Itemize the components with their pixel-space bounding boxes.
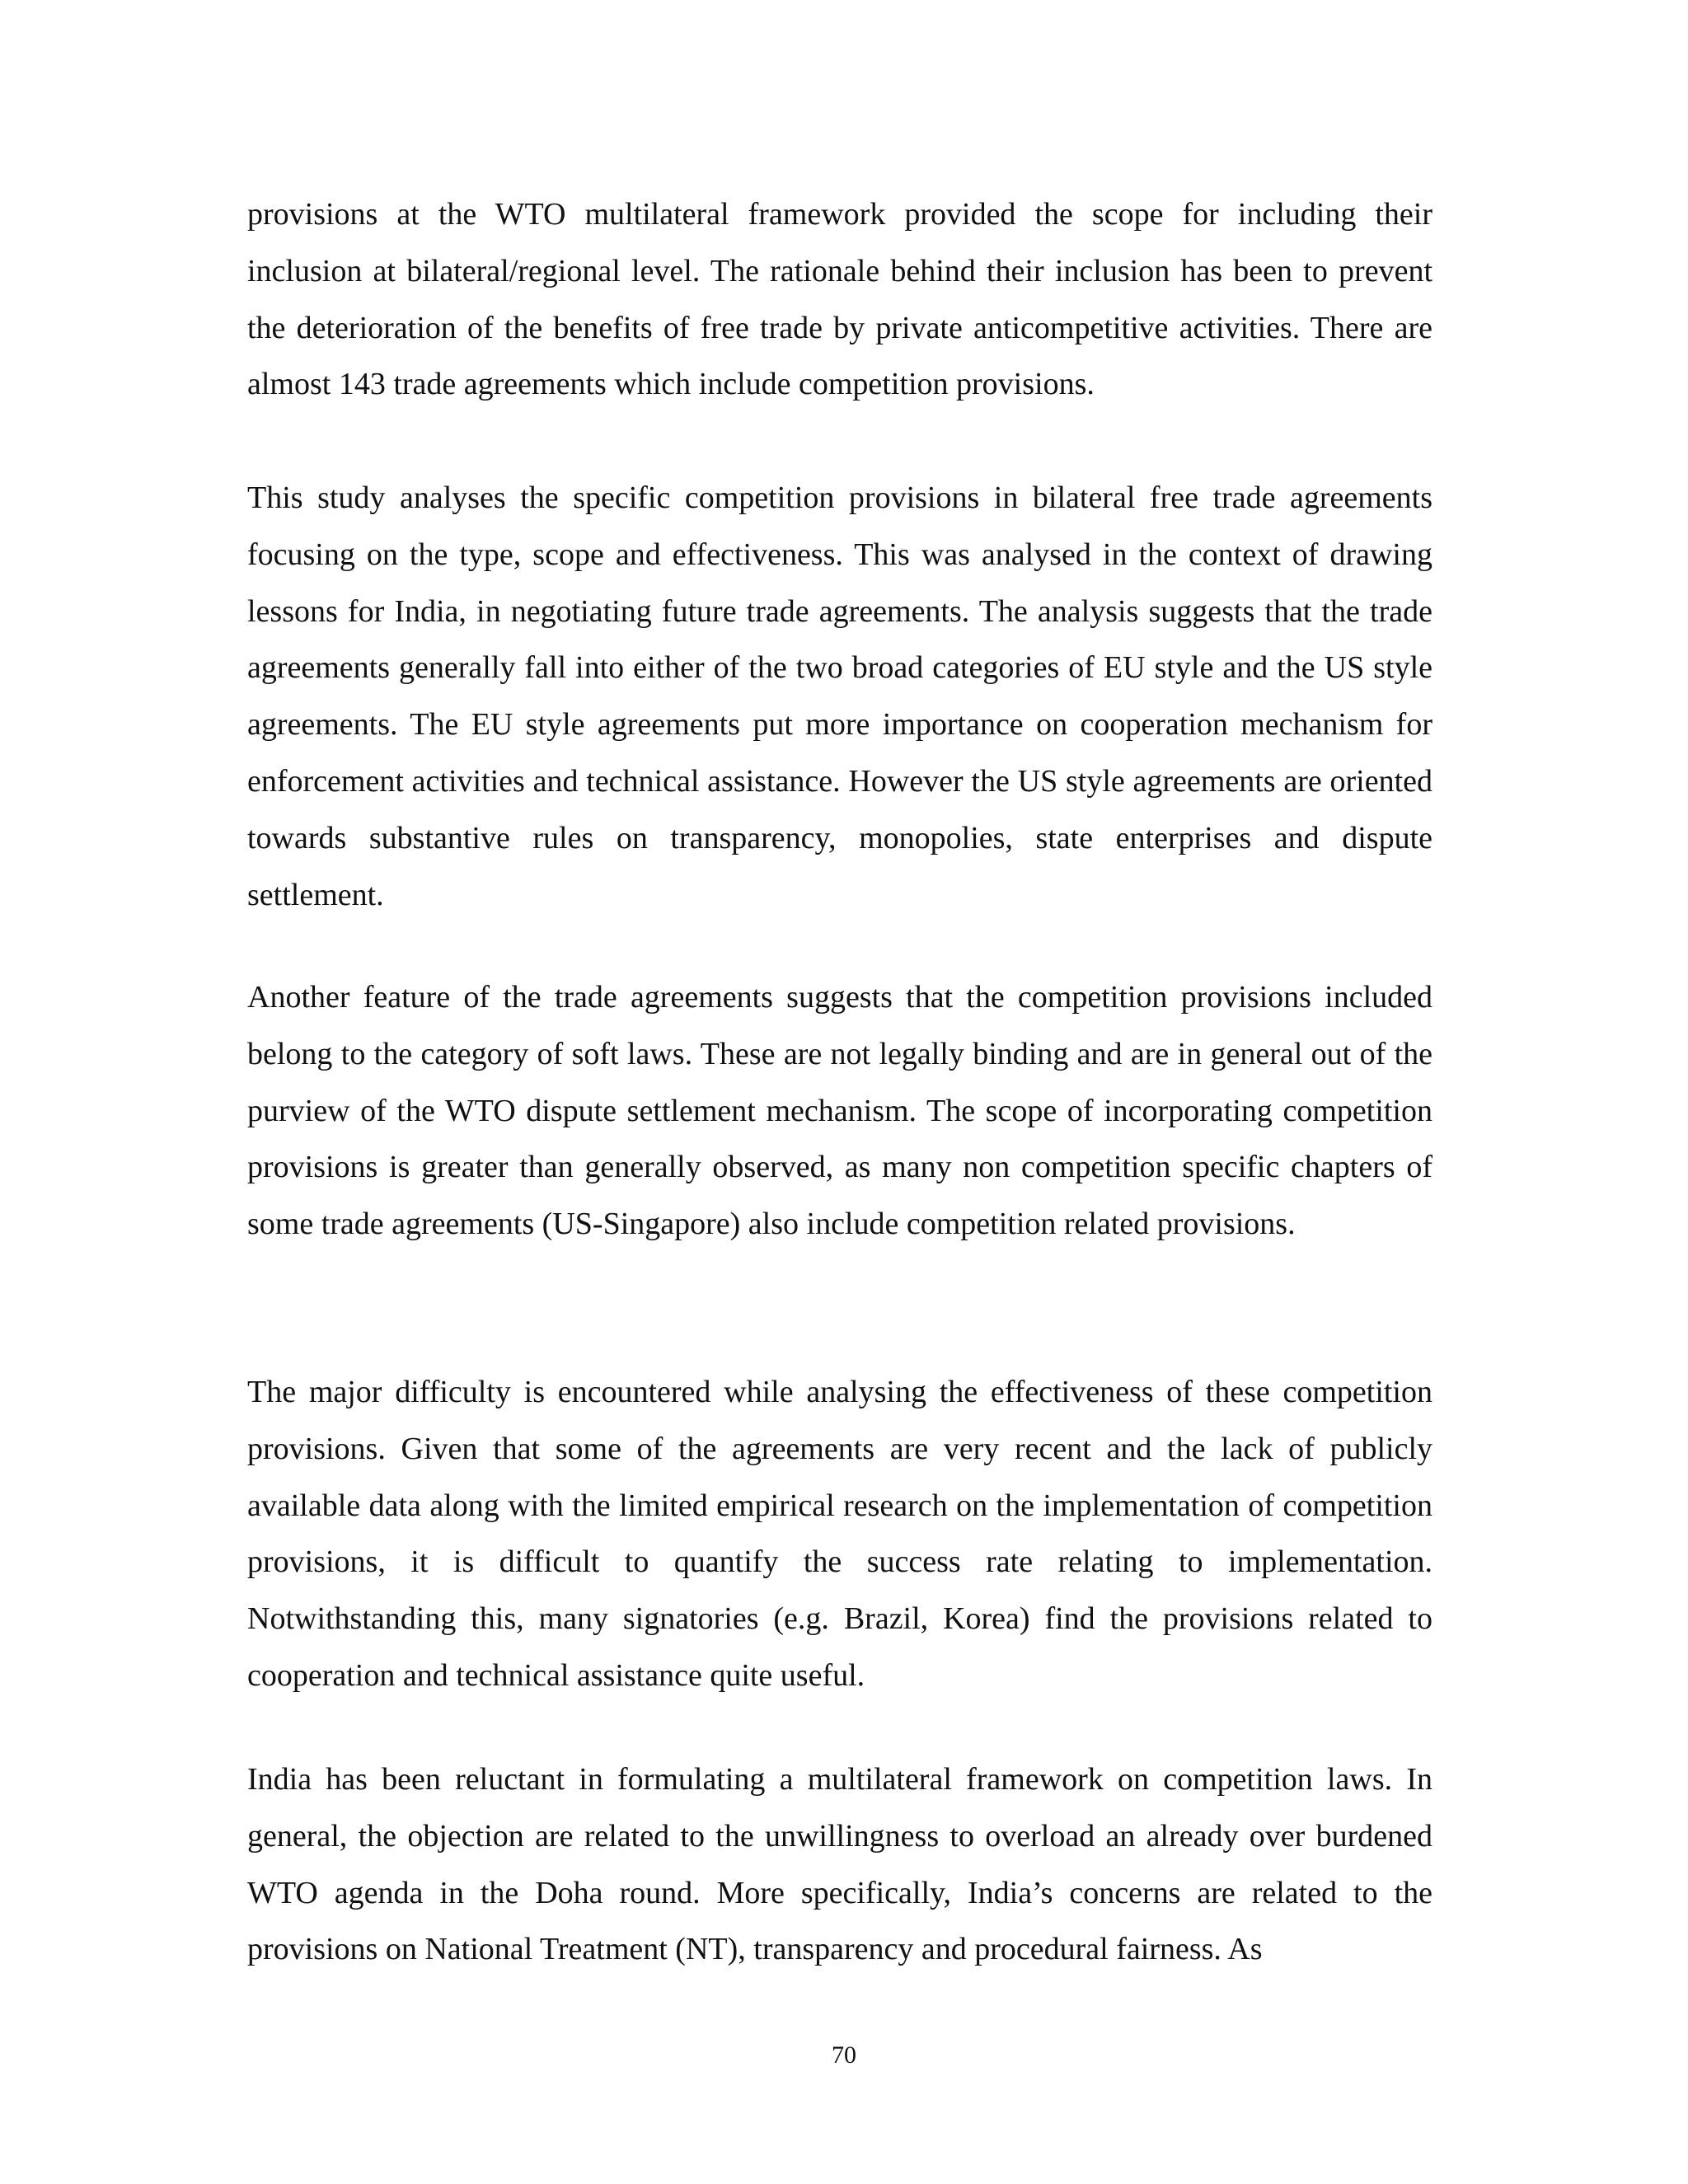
paragraph-2: This study analyses the specific competition provisions in bilateral free trade agreements focusing on the type, scope and effectiveness. This was analysed in the context of drawing lessons for India, in negotiating future trade agreements. The analysis suggests that the trade agreements generally fall into either of the two broad categories of EU style and the US style agreements. The EU style agreements put more importance on cooperation mechanism for enforcement activities and technical assistance. However the US style agreements are oriented towards substantive rules on transparency, monopolies, state enterprises and dispute settlement. [247,480,1432,912]
paragraph-3: Another feature of the trade agreements suggests that the competition provisions included belong to the category of soft laws. These are not legally binding and are in general out of the purview of the WTO dispute settlement mechanism. The scope of incorporating competition provisions is greater than generally observed, as many non competition specific chapters of some trade agreements (US-Singapore) also include competition related provisions. [247,980,1432,1242]
paragraph-4: The major difficulty is encountered while analysing the effectiveness of these competition provisions. Given that some of the agreements are very recent and the lack of publicly available data along with the limited empirical research on the implementation of competition provisions, it is difficult to quantify the success rate relating to implementation. Notwithstanding this, many signatories (e.g. Brazil, Korea) find the provisions related to cooperation and technical assistance quite useful. [247,1375,1432,1693]
paragraph-1: provisions at the WTO multilateral framework provided the scope for including their inclusion at bilateral/regional level. The rationale behind their inclusion has been to prevent the deterioration of the benefits of free trade by private anticompetitive activities. There are almost 143 trade agreements which include competition provisions. [247,197,1432,402]
page-number: 70 [832,2041,856,2069]
paragraph-5: India has been reluctant in formulating a multilateral framework on competition laws. In general, the objection are related to the unwillingness to overload an already over burdened WTO agenda in the Doha round. More specifically, India’s concerns are related to the provisions on National Treatment (NT), transparency and procedural fairness. As [247,1762,1432,1967]
